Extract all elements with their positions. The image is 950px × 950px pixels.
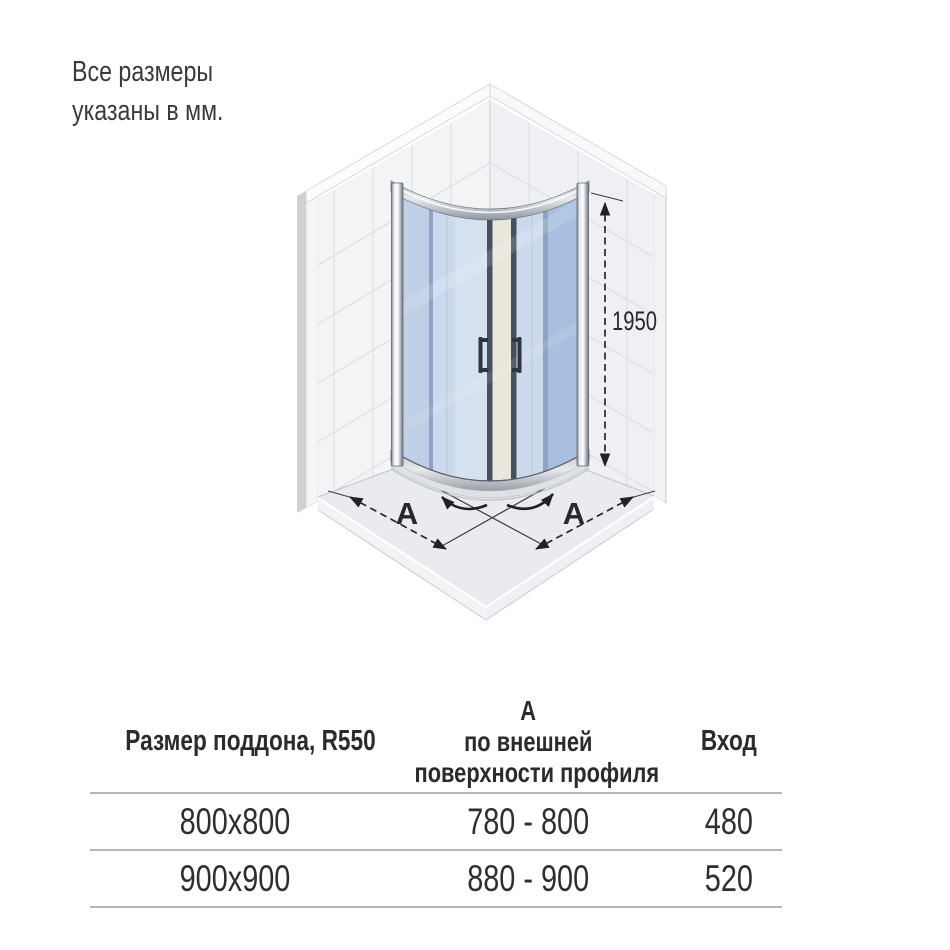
units-note-line2: указаны в мм. [72, 95, 224, 127]
units-note-line1: Все размеры [72, 56, 214, 88]
spec-table-header [90, 690, 782, 792]
cell-a-range: 780 - 800 [467, 800, 589, 842]
dimension-height-label: 1950 [612, 306, 657, 336]
table-row [90, 849, 782, 908]
shower-enclosure [391, 181, 589, 505]
cell-size: 800x800 [179, 800, 291, 842]
dimension-width-left-label: А [395, 496, 419, 531]
header-a-outer-profile: А по внешней поверхности профиля [414, 694, 660, 788]
cell-entry: 520 [704, 857, 754, 899]
cell-size: 900x900 [179, 857, 291, 899]
header-tray-size: Размер поддона, R550 [125, 724, 376, 757]
cell-a-range: 880 - 900 [467, 857, 589, 899]
cell-entry: 480 [704, 800, 754, 842]
frame-post-left [392, 183, 404, 466]
frame-post-right [577, 183, 589, 466]
dimension-width-right-label: А [562, 496, 586, 531]
spec-table [90, 690, 782, 908]
table-row [90, 792, 782, 849]
glass-panels [403, 185, 577, 505]
header-entry: Вход [701, 724, 757, 757]
